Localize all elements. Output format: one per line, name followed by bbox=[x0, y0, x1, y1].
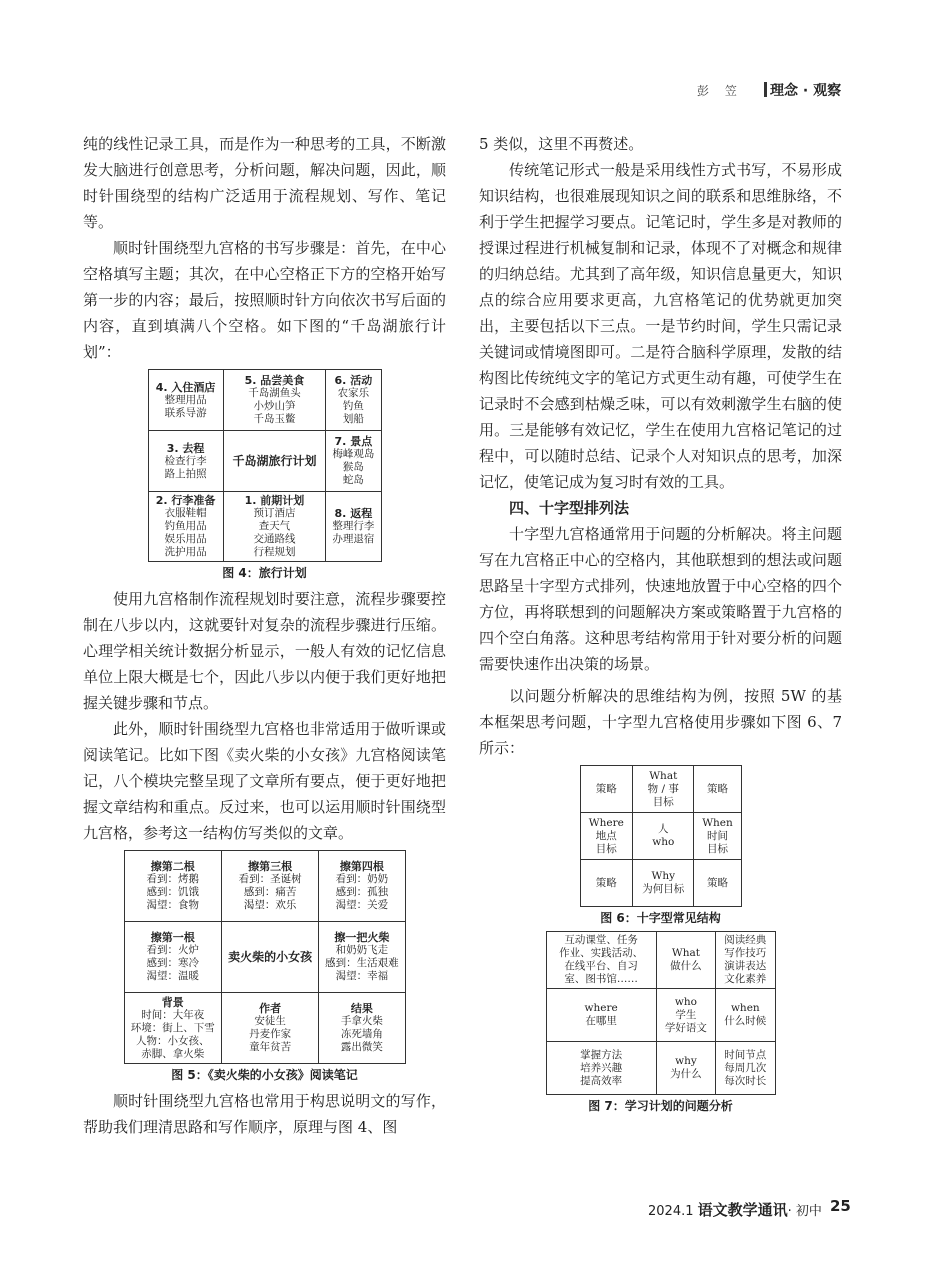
grid-cell-title: 擦第一根 bbox=[150, 931, 195, 944]
grid-cell-line: 策略 bbox=[706, 782, 728, 795]
figure-7 bbox=[479, 931, 842, 1115]
grid-cell-line: 每周几次 bbox=[724, 1061, 767, 1074]
figure-caption: 图 4：旅行计划 bbox=[222, 566, 307, 580]
grid-cell-line: 为何目标 bbox=[642, 883, 685, 895]
paragraph: 十字型九宫格通常用于问题的分析解决。将主问题写在九宫格正中心的空格内，其他联想到的想法或问题思路呈十字型方式排列，快速地放置于中心空格的四个方位，再将联想到的问题解决方案或策略置于九宫格的四个空白角落。这种思考结构常用于针对要分析的问题需要快速作出决策的场景。 bbox=[479, 525, 842, 673]
grid-cell-title: 千岛湖旅行计划 bbox=[232, 453, 317, 468]
grid-cell-line: 衣服鞋帽 bbox=[164, 507, 207, 519]
grid-cell bbox=[716, 932, 775, 989]
grid-cell-line: 为什么 bbox=[670, 1068, 702, 1080]
fig4-grid bbox=[148, 369, 382, 562]
grid-cell-line: 联系导游 bbox=[164, 406, 207, 419]
grid-row bbox=[124, 993, 405, 1064]
paragraph: 传统笔记形式一般是采用线性方式书写，不易形成知识结构，也很难展现知识之间的联系和思维脉络，不利于学生把握学习要点。记笔记时，学生多是对教师的授课过程进行机械复制和记录，体现不了对概念和规律的归纳总结。尤其到了高年级，知识信息量更大，知识点的综合应用要求更高，九宫格笔记的优势就更加突出，主要包括以下三点。一是节约时间，学生只需记录关键词或情境图即可。二是符合脑科学原理，发散的结构图比传统纯文字的笔记方式更生动有趣，可使学生在记录时不会感到枯燥乏味，可以有效刺激学生右脑的使用。三是能够有效记忆，学生在使用九宫格记笔记的过程中，可以随时总结、记录个人对知识点的思考，加深记忆，使笔记成为复习时有效的工具。 bbox=[479, 161, 842, 491]
grid-cell bbox=[656, 989, 715, 1042]
grid-cell-line: 划船 bbox=[342, 413, 364, 425]
grid-cell bbox=[580, 813, 633, 860]
grid-cell bbox=[319, 993, 405, 1064]
grid-cell-line: who bbox=[674, 995, 697, 1008]
grid-cell bbox=[223, 370, 326, 431]
grid-cell-title: 擦第三根 bbox=[248, 860, 293, 873]
grid-cell-line: 写作技巧 bbox=[724, 947, 767, 959]
footer-journal bbox=[648, 1199, 822, 1220]
grid-cell-line: when bbox=[730, 1002, 760, 1014]
grid-cell bbox=[148, 370, 223, 431]
fig7-grid bbox=[546, 931, 776, 1095]
left-column bbox=[83, 131, 446, 1140]
grid-row bbox=[124, 922, 405, 993]
figure-caption: 图 6：十字型常见结构 bbox=[600, 911, 721, 925]
grid-row bbox=[546, 1042, 775, 1095]
paragraph: 顺时针围绕型九宫格的书写步骤是：首先，在中心空格填写主题；其次，在中心空格正下方的空格开始写第一步的内容；最后，按照顺时针方向依次书写后面的内容，直到填满八个空格。如下图的“千岛湖旅行计划”： bbox=[83, 239, 446, 361]
grid-cell-line: 时间：大年夜 bbox=[141, 1008, 205, 1021]
grid-cell bbox=[124, 922, 221, 993]
grid-cell-line: 文化素养 bbox=[724, 973, 767, 985]
figure-4 bbox=[83, 369, 446, 582]
grid-cell-line: 在线平台、自习 bbox=[564, 960, 638, 972]
grid-cell-title: 4. 入住酒店 bbox=[155, 380, 216, 394]
grid-cell-line: why bbox=[675, 1055, 697, 1067]
grid-cell bbox=[694, 813, 741, 860]
grid-cell-title: 擦第二根 bbox=[150, 860, 195, 873]
grid-cell-line: 千岛湖鱼头 bbox=[248, 387, 301, 399]
right-column bbox=[479, 131, 842, 1119]
grid-cell-line: What bbox=[649, 769, 678, 782]
header-divider bbox=[764, 82, 767, 97]
grid-cell-line: 目标 bbox=[652, 795, 674, 808]
grid-cell-line: 露出微笑 bbox=[340, 1041, 383, 1053]
grid-cell-line: 感到：痛苦 bbox=[243, 886, 297, 898]
grid-cell-line: 感到：孤独 bbox=[335, 886, 389, 898]
grid-row bbox=[124, 851, 405, 922]
page-number: 25 bbox=[830, 1197, 851, 1215]
grid-cell-line: 千岛玉鳖 bbox=[253, 413, 296, 425]
grid-cell-line: 整理行李 bbox=[332, 520, 375, 532]
paragraph: 5 类似，这里不再赘述。 bbox=[479, 135, 644, 153]
grid-cell bbox=[656, 932, 715, 989]
grid-cell bbox=[716, 1042, 775, 1095]
grid-cell-title: 卖火柴的小女孩 bbox=[228, 949, 313, 964]
grid-cell-line: 感到：寒冷 bbox=[146, 957, 199, 969]
grid-row bbox=[546, 989, 775, 1042]
grid-cell-line: 丹麦作家 bbox=[249, 1028, 292, 1040]
section-heading: 四、十字型排列法 bbox=[509, 499, 630, 517]
grid-cell-line: Why bbox=[651, 870, 676, 882]
grid-cell-line: 看到：火炉 bbox=[146, 944, 199, 956]
grid-cell-line: 冻死墙角 bbox=[340, 1028, 383, 1040]
paragraph: 此外，顺时针围绕型九宫格也非常适用于做听课或阅读笔记。比如下图《卖火柴的小女孩》九宫格阅读笔记，八个模块完整呈现了文章所有要点，便于更好地把握文章结构和重点。反过来，也可以运用顺时针围绕型九宫格，参考这一结构仿写类似的文章。 bbox=[83, 720, 446, 842]
grid-cell-line: who bbox=[652, 836, 675, 848]
grid-cell-line: 环境：街上、下雪 bbox=[130, 1021, 215, 1034]
grid-cell-line: 时间节点 bbox=[724, 1048, 767, 1061]
grid-cell-line: 赤脚、拿火柴 bbox=[141, 1047, 205, 1060]
grid-cell-title: 3. 去程 bbox=[166, 441, 205, 455]
grid-cell-title: 背景 bbox=[161, 995, 184, 1009]
grid-cell bbox=[580, 766, 633, 813]
footer-sub: · 初中 bbox=[787, 1204, 822, 1219]
grid-cell-line: 室、图书馆…… bbox=[564, 973, 638, 985]
grid-cell-line: 农家乐 bbox=[337, 387, 370, 399]
grid-cell-line: 策略 bbox=[706, 876, 728, 889]
grid-cell-line: 手拿火柴 bbox=[340, 1015, 383, 1027]
grid-cell-line: 做什么 bbox=[670, 960, 702, 972]
grid-cell-title: 作者 bbox=[259, 1002, 282, 1015]
grid-cell bbox=[124, 993, 221, 1064]
grid-cell-line: 猴岛 bbox=[342, 461, 364, 473]
figure-6 bbox=[479, 765, 842, 927]
grid-cell-line: 整理用品 bbox=[164, 393, 207, 406]
grid-cell-line: 渴望：温暖 bbox=[146, 970, 199, 982]
header-author: 彭 笠 bbox=[697, 84, 743, 98]
grid-cell-line: 在哪里 bbox=[585, 1015, 617, 1027]
grid-cell bbox=[326, 492, 381, 562]
grid-row bbox=[580, 813, 741, 860]
grid-cell-line: 演讲表达 bbox=[724, 960, 767, 972]
grid-cell bbox=[221, 922, 318, 993]
grid-cell-line: 人 bbox=[658, 823, 669, 835]
grid-cell-line: 培养兴趣 bbox=[580, 1061, 623, 1074]
grid-cell bbox=[319, 851, 405, 922]
grid-cell-line: 人物：小女孩、 bbox=[135, 1034, 210, 1047]
grid-cell bbox=[148, 492, 223, 562]
fig5-grid bbox=[124, 850, 406, 1064]
grid-cell-title: 7. 景点 bbox=[334, 435, 373, 448]
grid-cell-line: 提高效率 bbox=[580, 1074, 623, 1087]
grid-cell-line: 童年贫苦 bbox=[249, 1041, 292, 1053]
grid-cell-title: 擦一把火柴 bbox=[334, 931, 390, 944]
grid-cell-line: 目标 bbox=[706, 842, 728, 855]
header-section: 理念 · 观察 bbox=[770, 83, 842, 99]
grid-cell-line: 时间 bbox=[706, 829, 728, 842]
grid-cell-line: 渴望：关爱 bbox=[335, 899, 389, 911]
grid-cell bbox=[633, 766, 694, 813]
grid-cell-line: 感到：饥饿 bbox=[146, 886, 199, 898]
grid-cell-line: 预订酒店 bbox=[253, 507, 296, 519]
grid-cell bbox=[694, 766, 741, 813]
grid-cell-line: 梅峰观岛 bbox=[332, 448, 375, 460]
paragraph: 顺时针围绕型九宫格也常用于构思说明文的写作，帮助我们理清思路和写作顺序，原理与图 4、图 bbox=[83, 1092, 446, 1136]
grid-cell-title: 结果 bbox=[350, 1002, 373, 1015]
paragraph: 以问题分析解决的思维结构为例，按照 5W 的基本框架思考问题，十字型九宫格使用步骤如下图 6、7 所示： bbox=[479, 687, 842, 757]
grid-cell bbox=[546, 932, 656, 989]
grid-cell bbox=[546, 989, 656, 1042]
grid-cell bbox=[546, 1042, 656, 1095]
grid-cell-line: 每次时长 bbox=[724, 1074, 767, 1087]
grid-cell-line: 小炒山笋 bbox=[253, 400, 296, 412]
grid-cell-line: 阅读经典 bbox=[724, 934, 767, 946]
grid-cell bbox=[148, 431, 223, 492]
grid-cell-line: 看到：圣诞树 bbox=[238, 873, 302, 885]
paragraph: 纯的线性记录工具，而是作为一种思考的工具，不断激发大脑进行创意思考，分析问题，解决问题，因此，顺时针围绕型的结构广泛适用于流程规划、写作、笔记等。 bbox=[83, 135, 446, 231]
grid-cell-line: 学生 bbox=[675, 1008, 697, 1021]
footer-journal-name: 语文教学通讯 bbox=[697, 1201, 788, 1219]
grid-cell-line: What bbox=[671, 947, 700, 959]
grid-cell-line: 物 / 事 bbox=[647, 782, 679, 795]
grid-cell bbox=[633, 813, 694, 860]
figure-5 bbox=[83, 850, 446, 1084]
grid-cell bbox=[716, 989, 775, 1042]
grid-cell-line: 作业、实践活动、 bbox=[559, 947, 644, 959]
grid-cell-line: 渴望：食物 bbox=[146, 899, 199, 911]
grid-cell-line: 看到：烤鹅 bbox=[146, 873, 199, 885]
grid-cell bbox=[319, 922, 405, 993]
grid-cell-line: 策略 bbox=[595, 876, 617, 889]
grid-cell-line: 安徒生 bbox=[254, 1015, 286, 1027]
grid-cell-line: 交通路线 bbox=[253, 533, 296, 545]
grid-cell-line: 钓鱼 bbox=[342, 400, 364, 412]
grid-cell-line: 行程规划 bbox=[253, 546, 296, 558]
grid-cell-line: 钓鱼用品 bbox=[164, 520, 207, 532]
grid-cell bbox=[694, 860, 741, 907]
grid-cell-title: 擦第四根 bbox=[339, 860, 384, 873]
grid-cell bbox=[221, 851, 318, 922]
grid-cell-title: 1. 前期计划 bbox=[244, 494, 305, 507]
grid-cell-line: 什么时候 bbox=[724, 1015, 767, 1027]
grid-cell-line: 路上拍照 bbox=[164, 467, 207, 480]
figure-caption: 图 5：《卖火柴的小女孩》阅读笔记 bbox=[171, 1068, 358, 1082]
grid-cell bbox=[124, 851, 221, 922]
grid-row bbox=[546, 932, 775, 989]
grid-cell-title: 6. 活动 bbox=[334, 374, 373, 387]
grid-cell-line: 感到：生活艰难 bbox=[325, 957, 399, 969]
grid-row bbox=[148, 370, 381, 431]
grid-cell-title: 5. 品尝美食 bbox=[244, 374, 305, 387]
grid-cell-line: 办理退宿 bbox=[332, 533, 375, 545]
grid-row bbox=[580, 860, 741, 907]
grid-cell-line: 查天气 bbox=[258, 520, 291, 532]
grid-cell-line: 渴望：欢乐 bbox=[243, 899, 297, 911]
grid-row bbox=[148, 431, 381, 492]
figure-caption: 图 7：学习计划的问题分析 bbox=[588, 1099, 733, 1113]
grid-cell-line: 和奶奶飞走 bbox=[335, 944, 389, 956]
grid-cell-line: 互动课堂、任务 bbox=[564, 934, 638, 946]
grid-cell-line: 娱乐用品 bbox=[164, 533, 207, 545]
fig6-grid bbox=[580, 765, 742, 907]
grid-cell-line: 渴望：幸福 bbox=[335, 970, 389, 982]
grid-cell-line: When bbox=[702, 816, 733, 829]
paragraph: 使用九宫格制作流程规划时要注意，流程步骤要控制在八步以内，这就要针对复杂的流程步骤进行压缩。心理学相关统计数据分析显示，一般人有效的记忆信息单位上限大概是七个，因此八步以内便于我们更好地把握关键步骤和节点。 bbox=[83, 590, 446, 712]
grid-cell-line: 看到：奶奶 bbox=[335, 873, 389, 885]
grid-cell bbox=[326, 431, 381, 492]
footer-issue: 2024.1 bbox=[648, 1204, 694, 1219]
grid-cell-line: 策略 bbox=[595, 782, 617, 795]
grid-cell-title: 2. 行李准备 bbox=[155, 494, 216, 507]
grid-cell bbox=[633, 860, 694, 907]
grid-cell bbox=[223, 492, 326, 562]
grid-row bbox=[580, 766, 741, 813]
grid-cell bbox=[221, 993, 318, 1064]
grid-cell-line: 学好语文 bbox=[664, 1021, 707, 1034]
grid-cell-line: 蛇岛 bbox=[342, 474, 364, 486]
grid-cell-line: 目标 bbox=[595, 842, 617, 855]
grid-cell-title: 8. 返程 bbox=[334, 507, 373, 520]
grid-cell-line: 地点 bbox=[595, 829, 617, 842]
grid-cell bbox=[656, 1042, 715, 1095]
grid-cell bbox=[580, 860, 633, 907]
grid-cell-line: Where bbox=[588, 816, 624, 829]
grid-cell bbox=[223, 431, 326, 492]
grid-cell bbox=[326, 370, 381, 431]
grid-row bbox=[148, 492, 381, 562]
grid-cell-line: 检查行李 bbox=[164, 454, 207, 467]
grid-cell-line: 洗护用品 bbox=[164, 546, 207, 558]
grid-cell-line: where bbox=[584, 1002, 618, 1014]
grid-cell-line: 掌握方法 bbox=[580, 1048, 623, 1061]
